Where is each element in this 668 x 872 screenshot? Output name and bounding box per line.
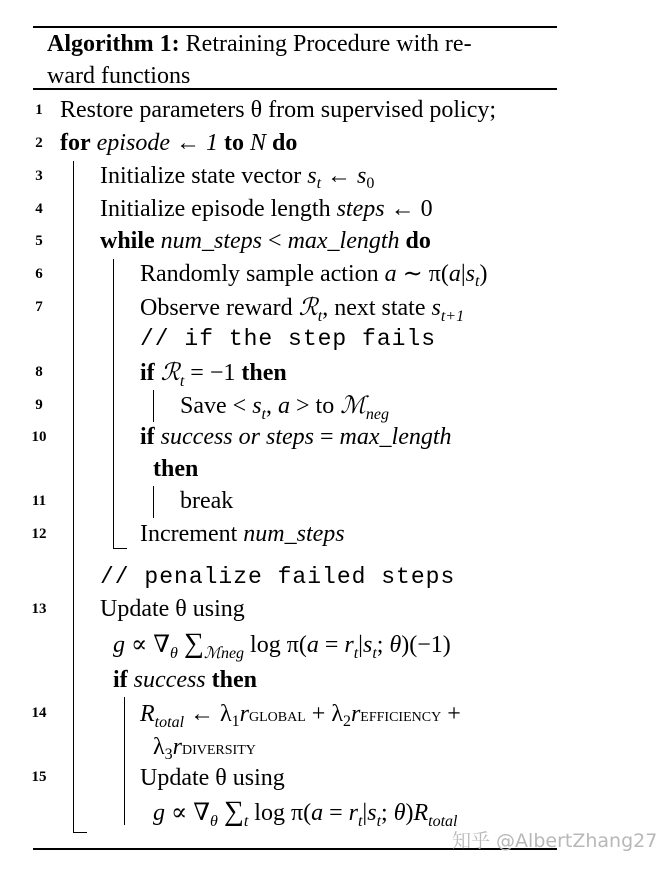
line-number: 9	[35, 397, 43, 413]
step-for-episode: for episode ← 1 to N do	[60, 130, 298, 156]
watermark: 知乎 @AlbertZhang27	[452, 830, 658, 852]
line-number: 15	[31, 769, 47, 785]
line-number: 2	[35, 135, 43, 151]
step-update-theta-penalty: Update θ using	[100, 596, 245, 622]
keyword-then: then	[153, 456, 199, 482]
comment-penalize: // penalize failed steps	[100, 564, 456, 590]
comment-step-fails: // if the step fails	[140, 326, 437, 352]
step-restore-parameters: Restore parameters θ from supervised policy;	[60, 97, 497, 123]
line-number: 12	[31, 526, 47, 542]
algorithm-title-line1: Retraining Procedure with re-	[185, 31, 472, 57]
step-break: break	[180, 488, 234, 514]
equation-reward-gradient: $g \propto \nabla_\theta$ $\sum_t$ $\log \pi(a = r_t|s_t$; $\theta)R_{total}$	[153, 796, 458, 830]
step-observe-reward: Observe reward ℛ$_t$, next state $s_{t+1}$	[140, 293, 465, 325]
step-update-theta-reward: Update θ using	[140, 765, 285, 791]
line-number: 10	[31, 429, 47, 445]
step-save-to-memory: Save < $s_t$, a > to ℳ$_{neg}$	[180, 391, 389, 423]
while-scope-end	[113, 548, 127, 549]
equation-penalty-gradient: $g \propto \nabla_\theta$ $\sum_{ℳneg}$ $\log \pi(a = r_t|s_t$; θ)(−1)	[113, 628, 451, 662]
if-break-scope-bar	[153, 486, 154, 518]
step-total-reward-cont: $\lambda_3rdiversity$	[153, 734, 256, 763]
step-while-loop: while num_steps < max_length do	[100, 228, 431, 254]
step-sample-action: Randomly sample action a ∼ $\pi(a|s_t)$	[140, 261, 488, 290]
line-number: 3	[35, 168, 43, 184]
algorithm-title-line2: ward functions	[47, 63, 191, 89]
for-scope-end	[73, 832, 87, 833]
line-number: 8	[35, 364, 43, 380]
step-increment: Increment num_steps	[140, 521, 345, 547]
if-success-scope-bar	[124, 697, 125, 825]
line-number: 13	[31, 601, 47, 617]
line-number: 5	[35, 233, 43, 249]
step-if-success-or-max: if success or steps = max_length	[140, 424, 452, 450]
line-number: 4	[35, 201, 43, 217]
while-scope-bar	[113, 259, 114, 548]
line-number: 14	[31, 705, 47, 721]
line-number: 11	[31, 493, 47, 509]
step-init-episode-length: Initialize episode length steps ← 0	[100, 196, 433, 222]
step-if-fail: if ℛ$_t$ = −1 then	[140, 358, 287, 390]
algorithm-caption	[47, 28, 537, 92]
step-total-reward: $R_{total}$ ← $\lambda_1rglobal$ + $\lambda_2refficiency$ +	[140, 701, 461, 731]
line-number: 1	[35, 102, 43, 118]
line-number: 7	[35, 299, 43, 315]
algorithm-label: Algorithm 1:	[47, 31, 180, 57]
for-scope-bar	[73, 161, 74, 832]
step-if-success: if success then	[113, 667, 257, 693]
line-number: 6	[35, 266, 43, 282]
step-init-state: Initialize state vector $s_t$ ← $s_0$	[100, 163, 375, 192]
